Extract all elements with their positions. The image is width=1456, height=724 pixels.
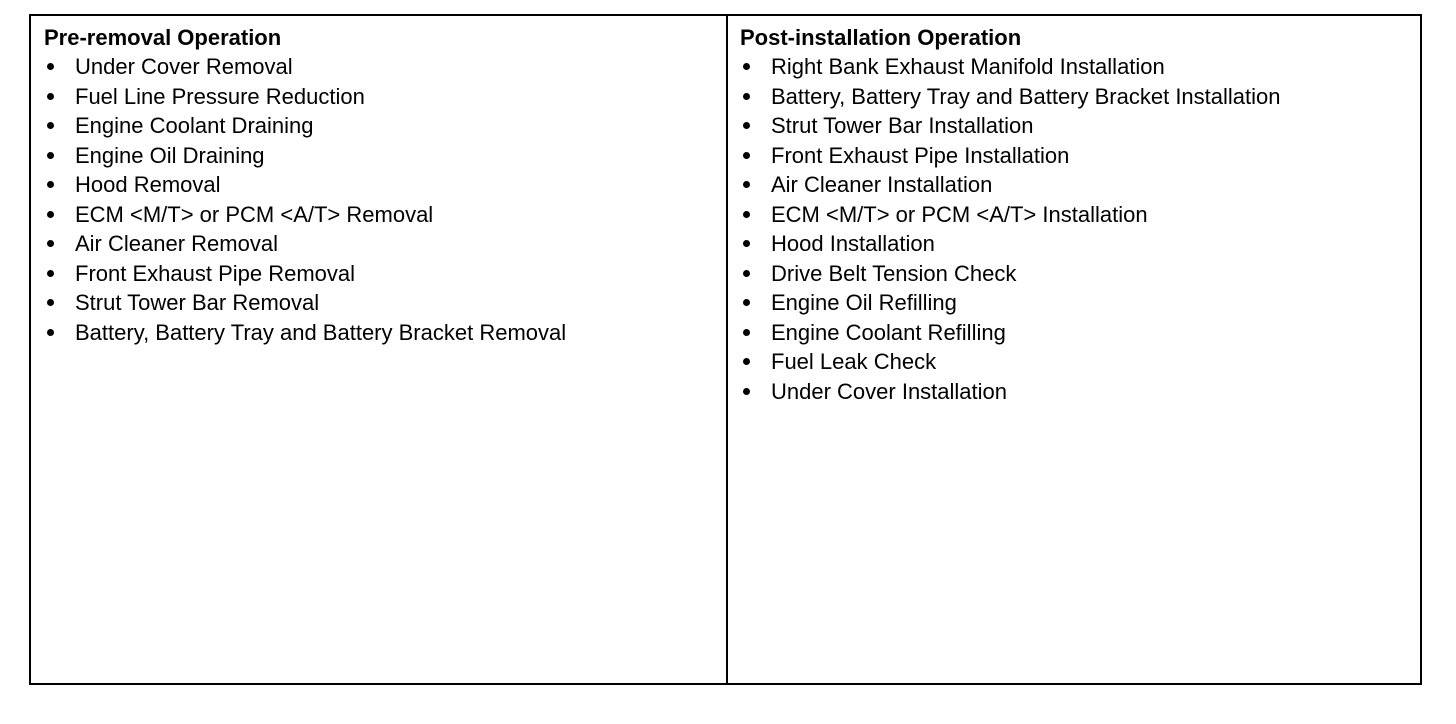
list-item-text: Battery, Battery Tray and Battery Bracket Removal bbox=[75, 319, 567, 345]
list-item-text: Strut Tower Bar Installation bbox=[771, 113, 1034, 138]
list-item bbox=[740, 377, 1420, 407]
list-item-text: Strut Tower Bar Removal bbox=[75, 290, 320, 315]
list-item-text: Engine Coolant Draining bbox=[75, 113, 314, 138]
list-item-text: Air Cleaner Installation bbox=[771, 172, 993, 197]
list-item-text: Under Cover Removal bbox=[75, 54, 293, 79]
list-item-text: Battery, Battery Tray and Battery Bracket Installation bbox=[771, 83, 1281, 109]
pre-removal-column bbox=[31, 16, 728, 683]
list-item-text: Right Bank Exhaust Manifold Installation bbox=[771, 54, 1165, 79]
list-item bbox=[44, 52, 726, 82]
bullet-icon bbox=[743, 93, 750, 100]
list-item-text: ECM <M/T> or PCM <A/T> Installation bbox=[771, 201, 1148, 227]
list-item bbox=[44, 318, 726, 348]
bullet-icon bbox=[47, 93, 54, 100]
list-item bbox=[740, 200, 1420, 230]
list-item bbox=[740, 347, 1420, 377]
bullet-icon bbox=[47, 122, 54, 129]
bullet-icon bbox=[47, 240, 54, 247]
bullet-icon bbox=[47, 270, 54, 277]
bullet-icon bbox=[47, 299, 54, 306]
post-installation-list bbox=[740, 52, 1420, 406]
bullet-icon bbox=[47, 152, 54, 159]
list-item-text: Air Cleaner Removal bbox=[75, 231, 278, 256]
list-item bbox=[44, 259, 726, 289]
post-installation-heading: Post-installation Operation bbox=[740, 25, 1022, 50]
bullet-icon bbox=[47, 329, 54, 336]
list-item-text: Under Cover Installation bbox=[771, 378, 1008, 404]
list-item bbox=[44, 82, 726, 112]
bullet-icon bbox=[743, 388, 750, 395]
post-installation-column bbox=[728, 16, 1420, 683]
bullet-icon bbox=[743, 270, 750, 277]
procedure-table bbox=[29, 14, 1422, 685]
list-item bbox=[740, 288, 1420, 318]
bullet-icon bbox=[743, 152, 750, 159]
bullet-icon bbox=[47, 181, 54, 188]
pre-removal-heading: Pre-removal Operation bbox=[44, 25, 282, 50]
bullet-icon bbox=[743, 122, 750, 129]
list-item bbox=[740, 229, 1420, 259]
list-item-text: Drive Belt Tension Check bbox=[771, 260, 1017, 286]
list-item-text: Engine Oil Draining bbox=[75, 142, 265, 168]
bullet-icon bbox=[743, 181, 750, 188]
bullet-icon bbox=[743, 211, 750, 218]
list-item bbox=[740, 82, 1420, 112]
list-item bbox=[44, 141, 726, 171]
list-item-text: Engine Coolant Refilling bbox=[771, 319, 1006, 345]
bullet-icon bbox=[47, 211, 54, 218]
list-item-text: Fuel Leak Check bbox=[771, 349, 937, 374]
list-item bbox=[740, 52, 1420, 82]
bullet-icon bbox=[743, 329, 750, 336]
list-item bbox=[740, 111, 1420, 141]
bullet-icon bbox=[47, 63, 54, 70]
list-item bbox=[740, 170, 1420, 200]
list-item-text: Hood Installation bbox=[771, 231, 935, 256]
bullet-icon bbox=[743, 299, 750, 306]
bullet-icon bbox=[743, 358, 750, 365]
bullet-icon bbox=[743, 63, 750, 70]
list-item-text: Fuel Line Pressure Reduction bbox=[75, 83, 365, 109]
list-item-text: Front Exhaust Pipe Removal bbox=[75, 260, 356, 286]
list-item bbox=[44, 288, 726, 318]
bullet-icon bbox=[743, 240, 750, 247]
list-item-text: ECM <M/T> or PCM <A/T> Removal bbox=[75, 201, 434, 227]
list-item bbox=[740, 141, 1420, 171]
list-item bbox=[44, 170, 726, 200]
list-item-text: Engine Oil Refilling bbox=[771, 290, 957, 315]
list-item-text: Front Exhaust Pipe Installation bbox=[771, 142, 1070, 168]
list-item bbox=[44, 229, 726, 259]
list-item bbox=[740, 318, 1420, 348]
list-item bbox=[44, 200, 726, 230]
list-item bbox=[44, 111, 726, 141]
pre-removal-list bbox=[44, 52, 726, 347]
list-item-text: Hood Removal bbox=[75, 172, 221, 197]
list-item bbox=[740, 259, 1420, 289]
